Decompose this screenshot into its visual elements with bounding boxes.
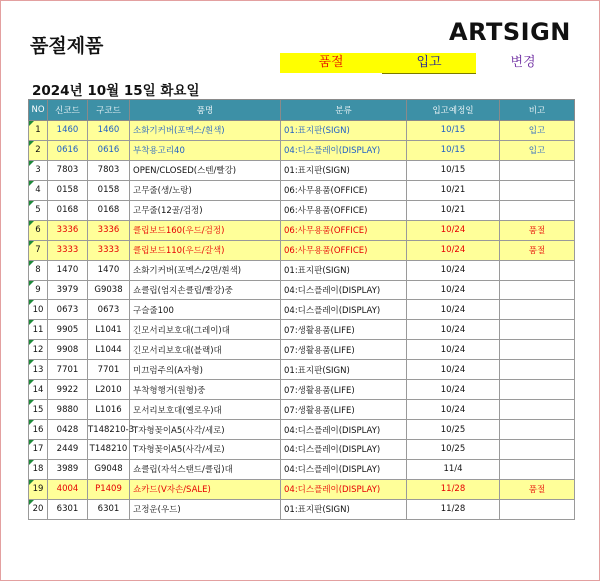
- cell-category: 06:사무용품(OFFICE): [281, 240, 407, 260]
- cell-old-code: L2010: [88, 380, 130, 400]
- cell-category: 01:표지판(SIGN): [281, 499, 407, 519]
- cell-no: 14: [29, 380, 48, 400]
- cell-note: [500, 340, 575, 360]
- page-title: 품절제품: [30, 35, 104, 57]
- cell-category: 01:표지판(SIGN): [281, 360, 407, 380]
- cell-note: [500, 380, 575, 400]
- column-header-product-name: 품명: [130, 100, 281, 121]
- cell-new-code: 6301: [48, 499, 88, 519]
- cell-expected-date: 10/24: [407, 360, 500, 380]
- cell-no: 17: [29, 440, 48, 460]
- cell-note: 입고: [500, 140, 575, 160]
- cell-category: 01:표지판(SIGN): [281, 121, 407, 141]
- table-row: [29, 180, 575, 200]
- table-row: [29, 300, 575, 320]
- cell-product-name: OPEN/CLOSED(스텐/빨강): [130, 160, 281, 180]
- cell-note: [500, 320, 575, 340]
- cell-expected-date: 11/28: [407, 479, 500, 499]
- cell-no: 19: [29, 479, 48, 499]
- cell-new-code: 2449: [48, 440, 88, 460]
- cell-new-code: 3989: [48, 459, 88, 479]
- cell-product-name: 고무줄(생/노랑): [130, 180, 281, 200]
- cell-expected-date: 10/15: [407, 121, 500, 141]
- table-row: [29, 140, 575, 160]
- cell-category: 04:디스플레이(DISPLAY): [281, 479, 407, 499]
- cell-expected-date: 10/24: [407, 220, 500, 240]
- cell-old-code: G9048: [88, 459, 130, 479]
- cell-no: 12: [29, 340, 48, 360]
- table-row: [29, 320, 575, 340]
- legend-incoming: 입고: [382, 53, 476, 74]
- cell-product-name: 부착형행거(원형)중: [130, 380, 281, 400]
- table-row: [29, 440, 575, 460]
- cell-old-code: 7701: [88, 360, 130, 380]
- cell-product-name: 긴모서리보호대(블랙)대: [130, 340, 281, 360]
- cell-old-code: T148210: [88, 440, 130, 460]
- cell-note: [500, 420, 575, 440]
- cell-category: 04:디스플레이(DISPLAY): [281, 280, 407, 300]
- cell-no: 7: [29, 240, 48, 260]
- cell-product-name: 쇼클립(자석스탠드/클립)대: [130, 459, 281, 479]
- cell-product-name: 구슬줄100: [130, 300, 281, 320]
- cell-note: [500, 260, 575, 280]
- column-header-category: 분류: [281, 100, 407, 121]
- legend-changed: 변경: [510, 55, 536, 70]
- cell-new-code: 7803: [48, 160, 88, 180]
- cell-category: 06:사무용품(OFFICE): [281, 180, 407, 200]
- cell-old-code: 0158: [88, 180, 130, 200]
- cell-new-code: 3333: [48, 240, 88, 260]
- cell-no: 15: [29, 400, 48, 420]
- table-row: [29, 459, 575, 479]
- cell-old-code: 0673: [88, 300, 130, 320]
- cell-new-code: 9880: [48, 400, 88, 420]
- cell-expected-date: 10/24: [407, 380, 500, 400]
- cell-category: 01:표지판(SIGN): [281, 160, 407, 180]
- cell-old-code: L1041: [88, 320, 130, 340]
- cell-note: [500, 400, 575, 420]
- cell-category: 04:디스플레이(DISPLAY): [281, 300, 407, 320]
- cell-product-name: T자형꽂이A5(사각/세로): [130, 440, 281, 460]
- cell-no: 4: [29, 180, 48, 200]
- cell-note: 품절: [500, 220, 575, 240]
- cell-expected-date: 10/24: [407, 300, 500, 320]
- cell-no: 3: [29, 160, 48, 180]
- table-row: [29, 160, 575, 180]
- cell-expected-date: 11/28: [407, 499, 500, 519]
- cell-old-code: 0168: [88, 200, 130, 220]
- cell-no: 5: [29, 200, 48, 220]
- column-header-note: 비고: [500, 100, 575, 121]
- cell-note: [500, 280, 575, 300]
- column-header-expected-date: 입고예정일: [407, 100, 500, 121]
- cell-old-code: L1044: [88, 340, 130, 360]
- cell-no: 8: [29, 260, 48, 280]
- cell-category: 04:디스플레이(DISPLAY): [281, 440, 407, 460]
- cell-category: 01:표지판(SIGN): [281, 260, 407, 280]
- cell-no: 10: [29, 300, 48, 320]
- cell-product-name: 클립보드110(우드/갈색): [130, 240, 281, 260]
- table-row: [29, 420, 575, 440]
- cell-no: 1: [29, 121, 48, 141]
- cell-expected-date: 10/15: [407, 140, 500, 160]
- cell-product-name: 클립보드160(우드/검정): [130, 220, 281, 240]
- cell-category: 06:사무용품(OFFICE): [281, 200, 407, 220]
- table-row: [29, 240, 575, 260]
- cell-no: 13: [29, 360, 48, 380]
- cell-note: [500, 440, 575, 460]
- cell-note: 품절: [500, 240, 575, 260]
- cell-product-name: 긴모서리보호대(그레이)대: [130, 320, 281, 340]
- cell-expected-date: 10/24: [407, 320, 500, 340]
- cell-no: 16: [29, 420, 48, 440]
- table-row: [29, 400, 575, 420]
- cell-new-code: 7701: [48, 360, 88, 380]
- cell-new-code: 4004: [48, 479, 88, 499]
- cell-expected-date: 10/24: [407, 400, 500, 420]
- cell-no: 6: [29, 220, 48, 240]
- cell-old-code: 3333: [88, 240, 130, 260]
- cell-new-code: 9905: [48, 320, 88, 340]
- column-header-new-code: 신코드: [48, 100, 88, 121]
- cell-old-code: T148210-3: [88, 420, 130, 440]
- cell-old-code: 1470: [88, 260, 130, 280]
- table-row: [29, 479, 575, 499]
- table-row: [29, 499, 575, 519]
- cell-category: 07:생활용품(LIFE): [281, 380, 407, 400]
- cell-note: 입고: [500, 121, 575, 141]
- cell-old-code: 3336: [88, 220, 130, 240]
- cell-product-name: T자형꽂이A5(사각/세로): [130, 420, 281, 440]
- cell-note: [500, 499, 575, 519]
- cell-expected-date: 10/24: [407, 240, 500, 260]
- cell-expected-date: 10/15: [407, 160, 500, 180]
- cell-category: 04:디스플레이(DISPLAY): [281, 140, 407, 160]
- cell-product-name: 쇼클립(엄지손클립/빨강)중: [130, 280, 281, 300]
- cell-product-name: 쇼카드(V자손/SALE): [130, 479, 281, 499]
- cell-old-code: G9038: [88, 280, 130, 300]
- cell-new-code: 0158: [48, 180, 88, 200]
- report-date: 2024년 10월 15일 화요일: [32, 83, 200, 99]
- cell-product-name: 소화기커버(포멕스/2면/흰색): [130, 260, 281, 280]
- table-row: [29, 340, 575, 360]
- cell-product-name: 고무줄(12골/검정): [130, 200, 281, 220]
- cell-product-name: 부착용고리40: [130, 140, 281, 160]
- cell-no: 2: [29, 140, 48, 160]
- table-row: [29, 280, 575, 300]
- cell-category: 06:사무용품(OFFICE): [281, 220, 407, 240]
- legend-soldout: 품절: [280, 53, 382, 73]
- cell-new-code: 3979: [48, 280, 88, 300]
- cell-old-code: 6301: [88, 499, 130, 519]
- cell-category: 07:생활용품(LIFE): [281, 400, 407, 420]
- cell-expected-date: 10/21: [407, 200, 500, 220]
- cell-product-name: 소화기커버(포멕스/흰색): [130, 121, 281, 141]
- cell-new-code: 1460: [48, 121, 88, 141]
- cell-category: 07:생활용품(LIFE): [281, 320, 407, 340]
- cell-new-code: 9908: [48, 340, 88, 360]
- cell-note: [500, 300, 575, 320]
- soldout-products-table: [28, 99, 575, 520]
- cell-category: 04:디스플레이(DISPLAY): [281, 420, 407, 440]
- table-row: [29, 260, 575, 280]
- cell-new-code: 9922: [48, 380, 88, 400]
- cell-category: 04:디스플레이(DISPLAY): [281, 459, 407, 479]
- cell-no: 9: [29, 280, 48, 300]
- cell-note: [500, 360, 575, 380]
- column-header-no: NO: [29, 100, 48, 121]
- cell-product-name: 고정운(우드): [130, 499, 281, 519]
- cell-old-code: P1409: [88, 479, 130, 499]
- cell-new-code: 0428: [48, 420, 88, 440]
- cell-old-code: 0616: [88, 140, 130, 160]
- cell-expected-date: 11/4: [407, 459, 500, 479]
- cell-expected-date: 10/25: [407, 440, 500, 460]
- cell-expected-date: 10/24: [407, 340, 500, 360]
- cell-product-name: 미끄럼주의(A자형): [130, 360, 281, 380]
- cell-note: [500, 200, 575, 220]
- cell-no: 20: [29, 499, 48, 519]
- column-header-old-code: 구코드: [88, 100, 130, 121]
- cell-old-code: L1016: [88, 400, 130, 420]
- cell-note: 품절: [500, 479, 575, 499]
- cell-new-code: 3336: [48, 220, 88, 240]
- cell-new-code: 1470: [48, 260, 88, 280]
- table-row: [29, 220, 575, 240]
- table-row: [29, 200, 575, 220]
- cell-note: [500, 459, 575, 479]
- cell-note: [500, 160, 575, 180]
- cell-expected-date: 10/25: [407, 420, 500, 440]
- cell-no: 18: [29, 459, 48, 479]
- cell-expected-date: 10/24: [407, 280, 500, 300]
- table-row: [29, 380, 575, 400]
- table-header-row: [29, 100, 575, 121]
- table-row: [29, 121, 575, 141]
- cell-product-name: 모서리보호대(옐로우)대: [130, 400, 281, 420]
- cell-old-code: 7803: [88, 160, 130, 180]
- cell-new-code: 0673: [48, 300, 88, 320]
- cell-new-code: 0616: [48, 140, 88, 160]
- cell-expected-date: 10/21: [407, 180, 500, 200]
- table-row: [29, 360, 575, 380]
- cell-new-code: 0168: [48, 200, 88, 220]
- cell-expected-date: 10/24: [407, 260, 500, 280]
- brand-logo-text: ARTSIGN: [449, 18, 571, 46]
- cell-old-code: 1460: [88, 121, 130, 141]
- cell-note: [500, 180, 575, 200]
- cell-no: 11: [29, 320, 48, 340]
- cell-category: 07:생활용품(LIFE): [281, 340, 407, 360]
